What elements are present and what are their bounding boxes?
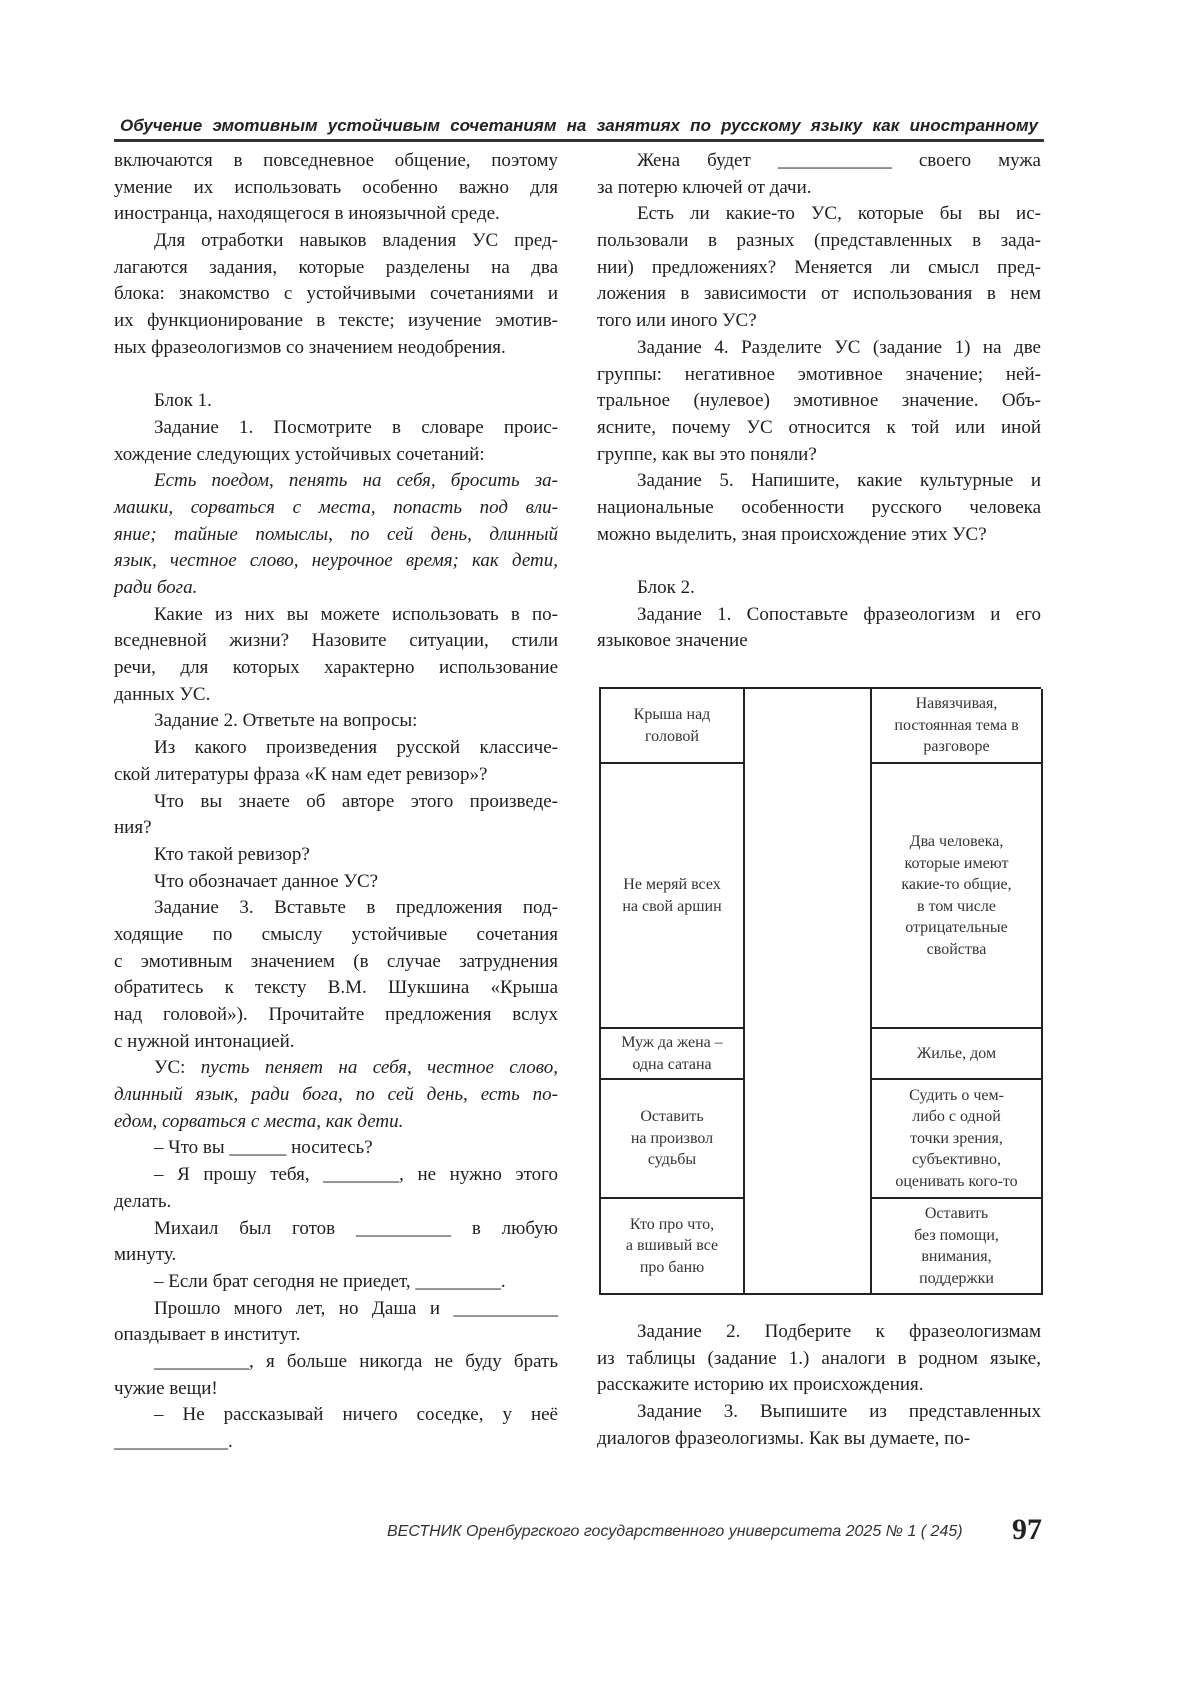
paragraph <box>114 1402 558 1455</box>
text-line: Для отработки навыков владения УС пред- <box>114 228 558 255</box>
text-line: ложения в зависимости от использования в нем <box>597 281 1041 308</box>
running-title: Обучение эмотивным устойчивым сочетаниям на занятиях по русскому языку как иностранному <box>120 114 1038 138</box>
phraseology-cell: Муж да жена – одна сатана <box>601 1029 745 1080</box>
italic-text: пусть пеняет на себя, честное слово, <box>201 1057 558 1078</box>
meaning-cell: Два человека, которые имеют какие-то общие, в том числе отрицательные свойства <box>872 764 1043 1029</box>
text-line: ской литературы фраза «К нам едет ревизор»? <box>114 762 558 789</box>
text-line: ясните, почему УС относится к той или иной <box>597 415 1041 442</box>
text-line: длинный язык, ради бога, по сей день, есть по- <box>114 1082 558 1109</box>
paragraph <box>597 201 1041 334</box>
paragraph <box>597 335 1041 468</box>
paragraph <box>114 789 558 842</box>
text-line: их функционирование в тексте; изучение эмотив- <box>114 308 558 335</box>
text-line: можно выделить, зная происхождение этих УС? <box>597 522 1041 549</box>
text-line: Есть ли какие-то УС, которые бы вы ис- <box>597 201 1041 228</box>
text-line: Задание 1. Сопоставьте фразеологизм и его <box>597 602 1041 629</box>
text-line: того или иного УС? <box>597 308 1041 335</box>
text-line: из таблицы (задание 1.) аналоги в родном языке, <box>597 1346 1041 1373</box>
meaning-cell: Оставить без помощи, внимания, поддержки <box>872 1199 1043 1295</box>
text-line: с эмотивным значением (в случае затруднения <box>114 949 558 976</box>
paragraph <box>114 708 558 735</box>
paragraph <box>114 602 558 709</box>
text-line: Задание 3. Вставьте в предложения под- <box>114 895 558 922</box>
text-line: ния? <box>114 815 558 842</box>
text-line: Жена будет ____________ своего мужа <box>597 148 1041 175</box>
text-line: – Если брат сегодня не приедет, _________. <box>114 1269 558 1296</box>
text-line: Блок 2. <box>597 575 1041 602</box>
paragraph <box>597 1319 1041 1399</box>
header-rule <box>114 139 1044 142</box>
phraseology-cell: Не меряй всех на свой аршин <box>601 764 745 1029</box>
text-line: за потерю ключей от дачи. <box>597 175 1041 202</box>
phraseology-cell: Крыша над головой <box>601 689 745 764</box>
paragraph <box>114 1162 558 1215</box>
meaning-cell: Навязчивая, постоянная тема в разговоре <box>872 689 1043 764</box>
right-column-bottom <box>597 1319 1041 1452</box>
paragraph <box>597 1399 1041 1452</box>
paragraph <box>114 735 558 788</box>
paragraph <box>114 415 558 468</box>
left-column <box>114 148 558 1456</box>
paragraph <box>597 602 1041 655</box>
paragraph <box>114 1055 558 1135</box>
paragraph <box>114 148 558 228</box>
text-line: Есть поедом, пенять на себя, бросить за- <box>114 468 558 495</box>
text-line: Из какого произведения русской классиче- <box>114 735 558 762</box>
text-line: вседневной жизни? Назовите ситуации, стили <box>114 628 558 655</box>
blank-line <box>114 362 558 389</box>
text-line: группы: негативное эмотивное значение; ней- <box>597 362 1041 389</box>
text-line: тральное (нулевое) эмотивное значение. Объ- <box>597 388 1041 415</box>
text-line: умение их использовать особенно важно для <box>114 175 558 202</box>
paragraph <box>114 1349 558 1402</box>
text-line: __________, я больше никогда не буду брать <box>114 1349 558 1376</box>
text-line: блока: знакомство с устойчивыми сочетаниями и <box>114 281 558 308</box>
phraseology-cell: Оставить на произвол судьбы <box>601 1080 745 1199</box>
text-line: ради бога. <box>114 575 558 602</box>
text-line: пользовали в разных (представленных в зада- <box>597 228 1041 255</box>
text-line: иностранца, находящегося в иноязычной среде. <box>114 201 558 228</box>
text-line: расскажите историю их происхождения. <box>597 1372 1041 1399</box>
text-line: Михаил был готов __________ в любую <box>114 1216 558 1243</box>
paragraph <box>114 388 558 415</box>
text-line: Задание 1. Посмотрите в словаре проис- <box>114 415 558 442</box>
text-line: – Не рассказывай ничего соседке, у неё <box>114 1402 558 1429</box>
text-line: нии) предложениях? Меняется ли смысл пред- <box>597 255 1041 282</box>
text-line: Задание 3. Выпишите из представленных <box>597 1399 1041 1426</box>
paragraph <box>114 468 558 601</box>
text-line: едом, сорваться с места, как дети. <box>114 1109 558 1136</box>
text-line: Какие из них вы можете использовать в по- <box>114 602 558 629</box>
text-line: ных фразеологизмов со значением неодобрения. <box>114 335 558 362</box>
text-line: группе, как вы это поняли? <box>597 442 1041 469</box>
phraseology-cell: Кто про что, а вшивый все про баню <box>601 1199 745 1295</box>
text-line: Что вы знаете об авторе этого произведе- <box>114 789 558 816</box>
matching-table <box>599 687 1041 1295</box>
text-line: хождение следующих устойчивых сочетаний: <box>114 442 558 469</box>
paragraph <box>114 1269 558 1296</box>
paragraph <box>114 1296 558 1349</box>
paragraph <box>114 228 558 361</box>
text-line: речи, для которых характерно использование <box>114 655 558 682</box>
paragraph <box>597 148 1041 201</box>
paragraph <box>114 895 558 1055</box>
label-prefix: УС: <box>154 1057 201 1078</box>
text-line: – Что вы ______ носитесь? <box>114 1135 558 1162</box>
text-line: чужие вещи! <box>114 1376 558 1403</box>
blank-line <box>597 548 1041 575</box>
text-line: Прошло много лет, но Даша и ___________ <box>114 1296 558 1323</box>
text-line: яние; тайные помыслы, по сей день, длинный <box>114 522 558 549</box>
page-number: 97 <box>1012 1512 1042 1548</box>
text-line: минуту. <box>114 1242 558 1269</box>
text-line: лагаются задания, которые разделены на два <box>114 255 558 282</box>
text-line: Кто такой ревизор? <box>114 842 558 869</box>
text-line: – Я прошу тебя, ________, не нужно этого <box>114 1162 558 1189</box>
text-line: Задание 4. Разделите УС (задание 1) на две <box>597 335 1041 362</box>
text-line: ходящие по смыслу устойчивые сочетания <box>114 922 558 949</box>
text-line: национальные особенности русского человека <box>597 495 1041 522</box>
empty-answer-column <box>745 689 872 1295</box>
text-line: Задание 2. Ответьте на вопросы: <box>114 708 558 735</box>
text-line: делать. <box>114 1189 558 1216</box>
paragraph <box>114 1216 558 1269</box>
journal-footer: ВЕСТНИК Оренбургского государственного университета 2025 № 1 ( 245) <box>387 1521 963 1543</box>
text-line: машки, сорваться с места, попасть под вли- <box>114 495 558 522</box>
text-line <box>114 1055 558 1082</box>
text-line: Задание 5. Напишите, какие культурные и <box>597 468 1041 495</box>
text-line: с нужной интонацией. <box>114 1029 558 1056</box>
text-line: данных УС. <box>114 682 558 709</box>
text-line: язык, честное слово, неурочное время; как дети, <box>114 548 558 575</box>
text-line: обратитесь к тексту В.М. Шукшина «Крыша <box>114 975 558 1002</box>
paragraph <box>114 869 558 896</box>
paragraph <box>114 842 558 869</box>
text-line: над головой»). Прочитайте предложения вслух <box>114 1002 558 1029</box>
text-line: включаются в повседневное общение, поэтому <box>114 148 558 175</box>
text-line: Блок 1. <box>114 388 558 415</box>
meaning-cell: Судить о чем- либо с одной точки зрения, субъективно, оценивать кого-то <box>872 1080 1043 1199</box>
text-line: опаздывает в институт. <box>114 1322 558 1349</box>
text-line: ____________. <box>114 1429 558 1456</box>
paragraph <box>597 575 1041 602</box>
paragraph <box>114 1135 558 1162</box>
text-line: Задание 2. Подберите к фразеологизмам <box>597 1319 1041 1346</box>
meaning-cell: Жилье, дом <box>872 1029 1043 1080</box>
paragraph <box>597 468 1041 548</box>
text-line: Что обозначает данное УС? <box>114 869 558 896</box>
right-column-top <box>597 148 1041 655</box>
text-line: языковое значение <box>597 628 1041 655</box>
text-line: диалогов фразеологизмы. Как вы думаете, по- <box>597 1426 1041 1453</box>
